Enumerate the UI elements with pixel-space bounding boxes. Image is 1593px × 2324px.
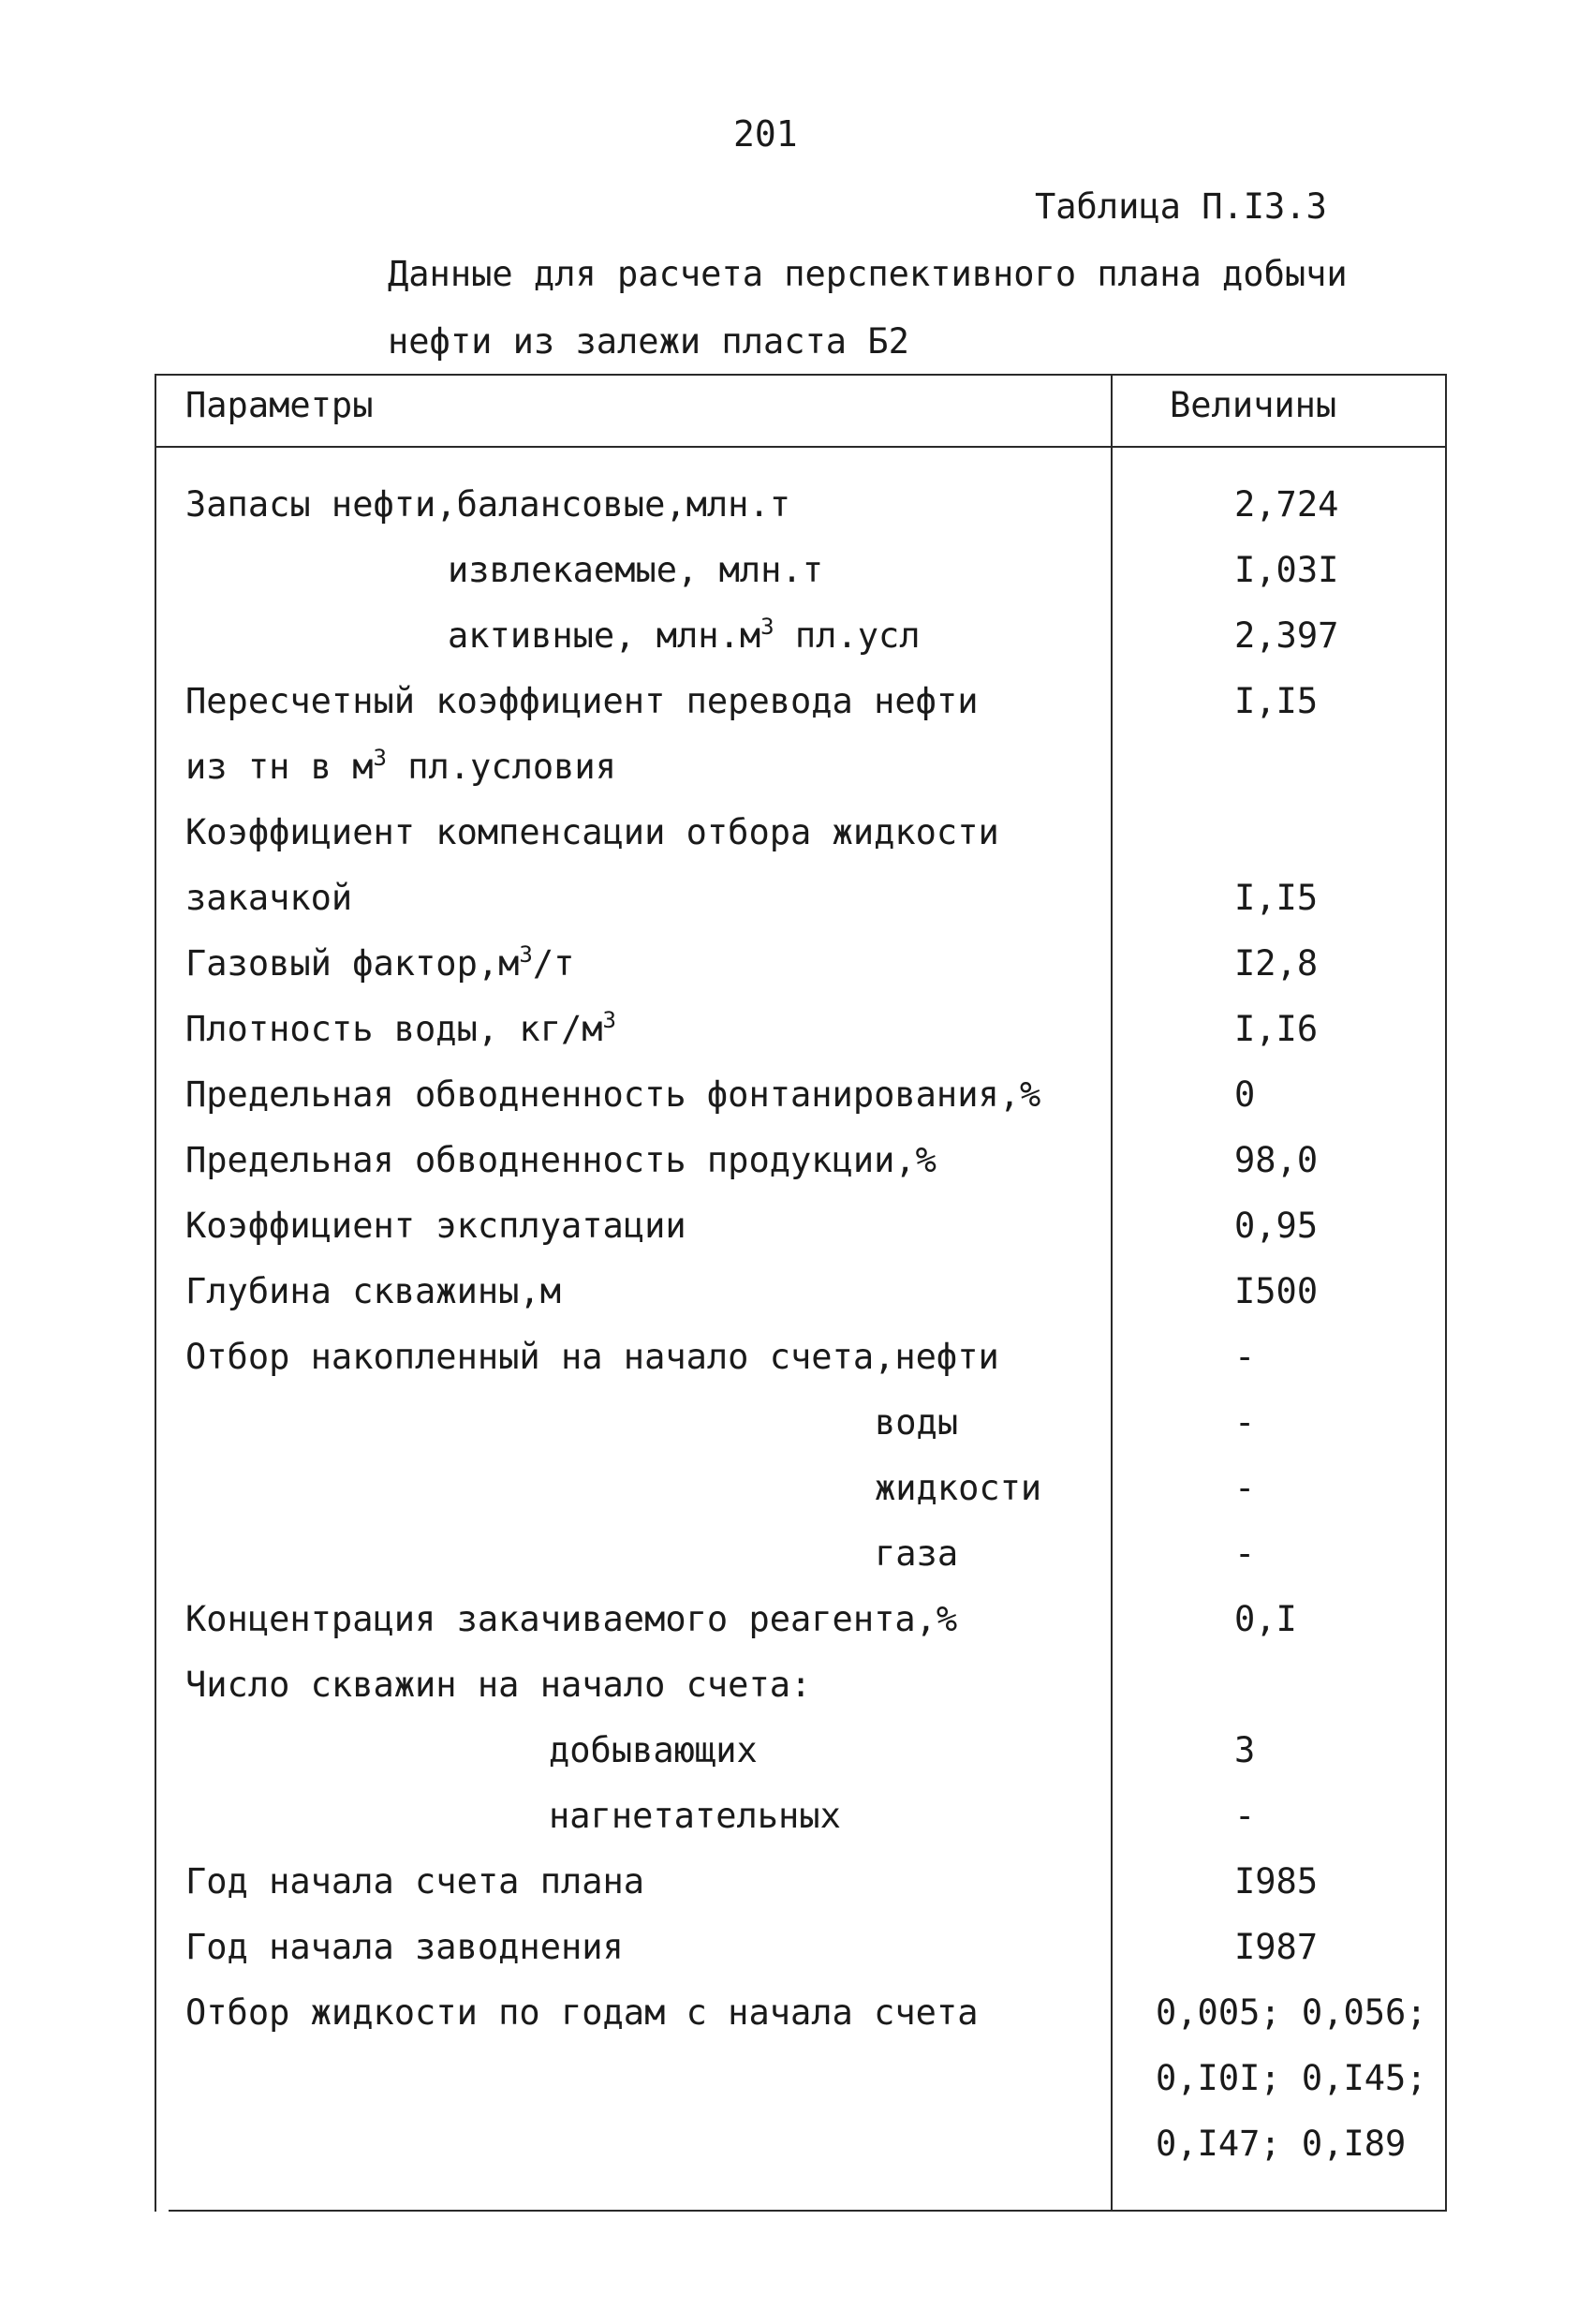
param-oil-reserves-recoverable: извлекаемые, млн.т (448, 550, 823, 590)
value-reagent-concentration: 0,I (1234, 1599, 1297, 1639)
value-injection-wells: - (1234, 1796, 1256, 1836)
table-left-border (155, 374, 156, 2212)
value-cumulative-liquid: - (1234, 1468, 1256, 1508)
value-producing-wells: 3 (1234, 1730, 1256, 1770)
param-waterflood-start-year: Год начала заводнения (185, 1927, 624, 1967)
param-water-density: Плотность воды, $кг/м^3$ (185, 1007, 616, 1049)
value-well-depth: I500 (1234, 1271, 1319, 1311)
param-compensation-factor: Коэффициент компенсации отбора жидкости (185, 812, 999, 852)
param-plan-start-year: Год начала счета плана (185, 1861, 645, 1902)
value-water-density: I,I6 (1234, 1009, 1319, 1049)
value-plan-start-year: I985 (1234, 1861, 1319, 1902)
value-gas-factor: I2,8 (1234, 943, 1319, 984)
param-conversion-factor: Пересчетный коэффициент перевода нефти (185, 681, 979, 721)
table-top-border (155, 374, 1447, 376)
value-liquid-by-year-line-3: 0,I47; 0,I89 (1156, 2124, 1407, 2164)
value-oil-reserves-balance: 2,724 (1234, 484, 1339, 525)
header-values: Величины (1170, 385, 1337, 425)
table-bottom-border (169, 2210, 1447, 2212)
param-well-count: Число скважин на начало счета: (185, 1665, 812, 1705)
value-waterflood-start-year: I987 (1234, 1927, 1319, 1967)
param-injection-wells: нагнетательных (549, 1796, 841, 1836)
param-cumulative-liquid: жидкости (875, 1468, 1042, 1508)
param-oil-reserves-active: активные, $млн.м^3$ пл.усл (448, 614, 921, 656)
value-production-watercut-limit: 98,0 (1234, 1140, 1319, 1180)
param-cumulative-gas: газа (875, 1533, 959, 1574)
value-compensation-factor: I,I5 (1234, 878, 1319, 918)
param-liquid-by-year: Отбор жидкости по годам с начала счета (185, 1992, 979, 2033)
param-production-watercut-limit: Предельная обводненность продукции,% (185, 1140, 937, 1180)
table-caption-line-1: Данные для расчета перспективного плана добычи (388, 254, 1348, 294)
param-flowing-watercut-limit: Предельная обводненность фонтанирования,% (185, 1074, 1041, 1115)
column-divider (1111, 374, 1113, 2212)
value-cumulative-gas: - (1234, 1533, 1256, 1574)
header-parameters: Параметры (185, 385, 374, 425)
value-conversion-factor: I,I5 (1234, 681, 1319, 721)
table-right-border (1445, 374, 1447, 2212)
value-cumulative-water: - (1234, 1402, 1256, 1443)
param-producing-wells: добывающих (549, 1730, 758, 1770)
value-oil-reserves-recoverable: I,03I (1234, 550, 1339, 590)
table-caption-line-2: нефти из залежи пласта Б2 (388, 321, 909, 362)
param-operation-factor: Коэффициент эксплуатации (185, 1206, 686, 1246)
value-flowing-watercut-limit: 0 (1234, 1074, 1256, 1115)
header-divider (155, 446, 1447, 448)
param-conversion-factor-cont: из тн в $м^3$ пл.условия (185, 745, 616, 787)
value-cumulative-oil: - (1234, 1337, 1256, 1377)
param-reagent-concentration: Концентрация закачиваемого реагента,% (185, 1599, 958, 1639)
table-label: Таблица П.I3.3 (1035, 186, 1327, 227)
param-compensation-factor-cont: закачкой (185, 878, 353, 918)
page-number: 201 (733, 113, 798, 155)
value-liquid-by-year-line-2: 0,I0I; 0,I45; (1156, 2058, 1427, 2098)
param-well-depth: Глубина скважины,м (185, 1271, 561, 1311)
param-oil-reserves-balance: Запасы нефти,балансовые,млн.т (185, 484, 791, 525)
param-cumulative-water: воды (875, 1402, 959, 1443)
value-oil-reserves-active: 2,397 (1234, 615, 1339, 656)
param-cumulative-oil: Отбор накопленный на начало счета,нефти (185, 1337, 999, 1377)
value-operation-factor: 0,95 (1234, 1206, 1319, 1246)
param-gas-factor: Газовый $фактор,м^3/т$ (185, 941, 575, 984)
value-liquid-by-year-line-1: 0,005; 0,056; (1156, 1992, 1427, 2033)
